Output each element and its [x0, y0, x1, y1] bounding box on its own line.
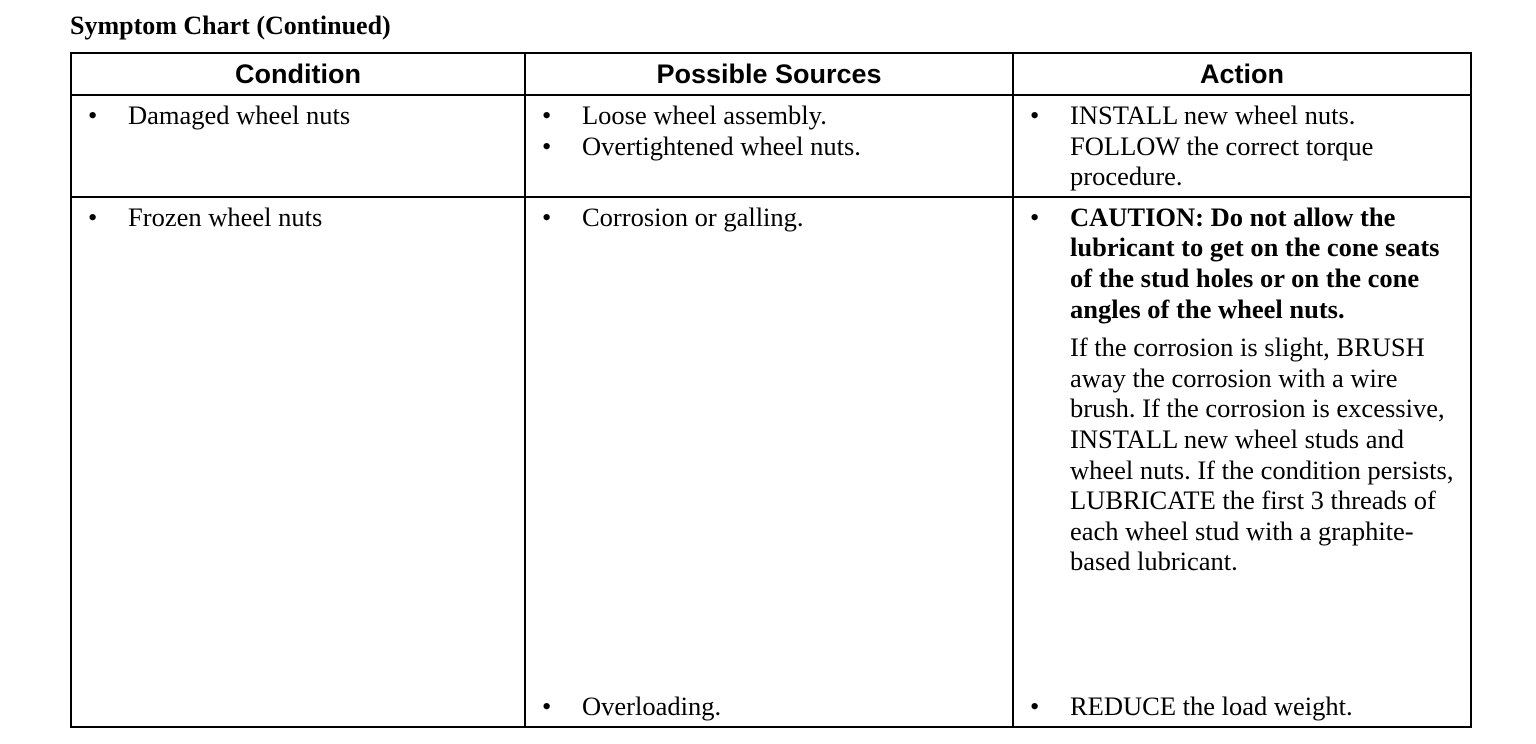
column-header-condition: Condition [71, 53, 525, 95]
bullet-icon: • [542, 130, 552, 161]
page-title: Symptom Chart (Continued) [70, 11, 391, 40]
source-text: Overloading. [582, 691, 722, 722]
list-item [72, 100, 524, 131]
list-item [1014, 100, 1470, 192]
possible-sources-cell [525, 197, 1013, 727]
condition-text: Frozen wheel nuts [128, 201, 323, 232]
action-text: REDUCE the load weight. [1070, 691, 1353, 722]
list-item [526, 202, 1012, 233]
column-header-action: Action [1013, 53, 1471, 95]
source-text: Loose wheel assembly. [582, 100, 827, 130]
bullet-icon: • [1030, 201, 1040, 232]
bullet-icon: • [1030, 100, 1040, 130]
symptom-chart-table [70, 52, 1472, 728]
column-header-possible-sources: Possible Sources [525, 53, 1013, 95]
bullet-icon: • [88, 100, 98, 130]
action-cell [1013, 197, 1471, 727]
source-text: Corrosion or galling. [582, 201, 804, 232]
possible-sources-cell [525, 95, 1013, 197]
list-item [526, 691, 1012, 722]
condition-text: Damaged wheel nuts [128, 100, 351, 130]
condition-cell [71, 197, 525, 727]
list-item [1014, 202, 1470, 577]
list-item [72, 202, 524, 233]
bullet-icon: • [542, 100, 552, 130]
bullet-icon: • [1030, 691, 1040, 722]
bullet-icon: • [88, 201, 98, 232]
action-text: If the corrosion is slight, BRUSH away the corrosion with a wire brush. If the corrosion is excessive, INSTALL new wheel studs and wheel nuts. If the condition persists, LUBRICATE the first 3 threads of each wheel stud with a graphite-based lubricant. [1070, 332, 1454, 577]
action-text: INSTALL new wheel nuts. FOLLOW the correct torque procedure. [1070, 100, 1374, 192]
caution-text: CAUTION: Do not allow the lubricant to get on the cone seats of the stud holes or on the cone angles of the wheel nuts. [1070, 201, 1440, 324]
condition-cell [71, 95, 525, 197]
list-item [1014, 691, 1470, 722]
action-cell [1013, 95, 1471, 197]
bullet-icon: • [542, 201, 552, 232]
list-item [526, 100, 1012, 131]
table-header-row [71, 53, 1471, 95]
table-row [71, 95, 1471, 197]
source-text: Overtightened wheel nuts. [582, 130, 861, 161]
bullet-icon: • [542, 691, 552, 722]
list-item [526, 131, 1012, 162]
table-row [71, 197, 1471, 727]
